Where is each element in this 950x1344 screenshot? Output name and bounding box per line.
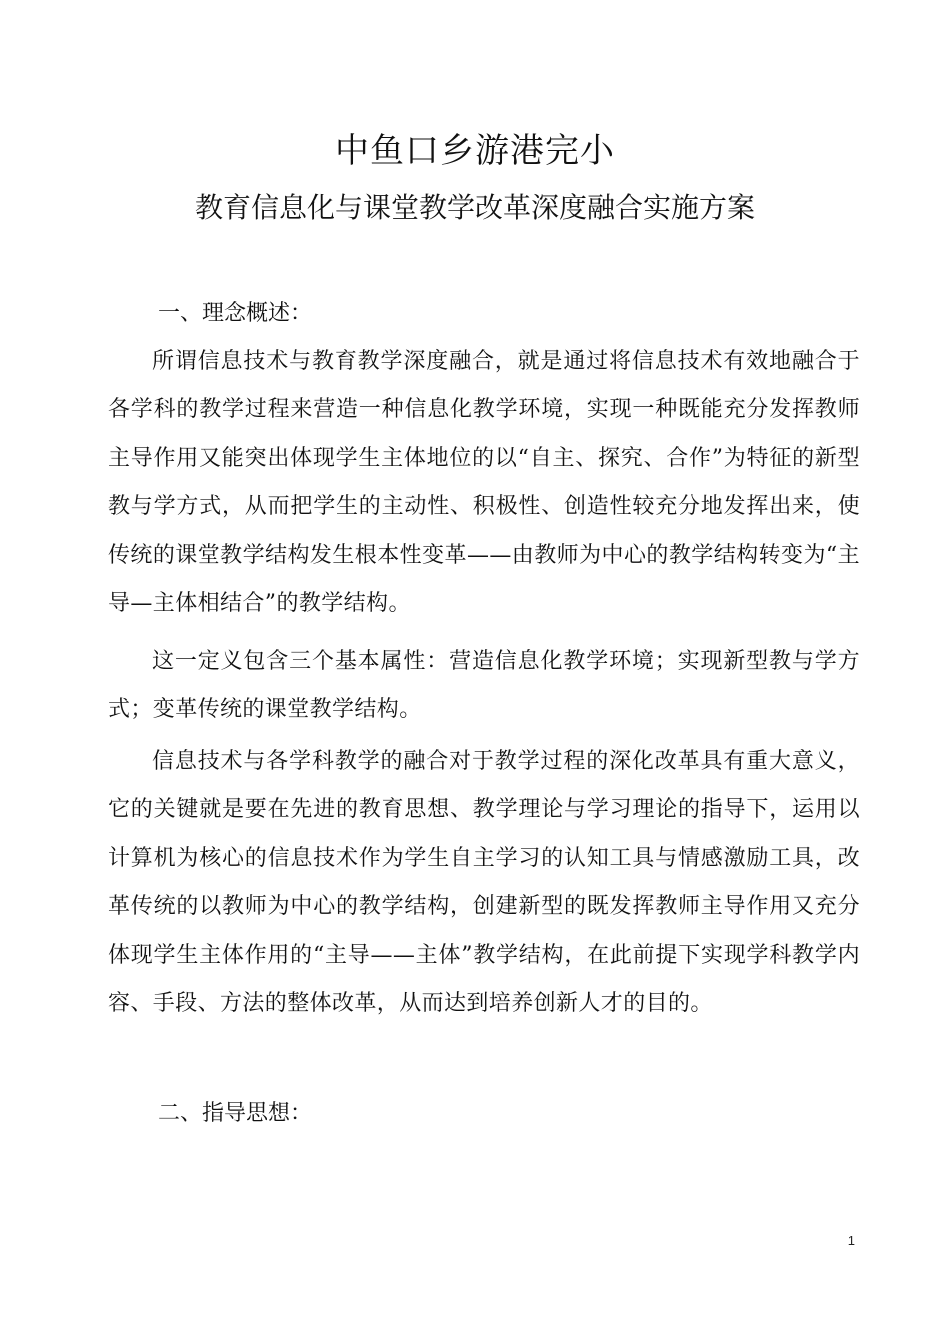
- page-number: 1: [847, 1233, 855, 1248]
- paragraph-attributes: 这一定义包含三个基本属性：营造信息化教学环境；实现新型教与学方式；变革传统的课堂教学结构。: [108, 649, 860, 723]
- document-subtitle: 教育信息化与课堂教学改革深度融合实施方案: [194, 191, 755, 224]
- section-heading-concept-overview: 一、理念概述：: [158, 301, 313, 326]
- document-title: 中鱼口乡游港完小: [335, 131, 615, 171]
- section-heading-guiding-ideology: 二、指导思想：: [158, 1101, 313, 1126]
- paragraph-significance: 信息技术与各学科教学的融合对于教学过程的深化改革具有重大意义，它的关键就是要在先进的教育思想、教学理论与学习理论的指导下，运用以计算机为核心的信息技术作为学生自主学习的认知工具与情感激励工具，改革传统的以教师为中心的教学结构，创建新型的既发挥教师主导作用又充分体现学生主体作用的“主导——主体”教学结构，在此前提下实现学科教学内容、手段、方法的整体改革，从而达到培养创新人才的目的。: [108, 749, 860, 1017]
- paragraph-definition: 所谓信息技术与教育教学深度融合，就是通过将信息技术有效地融合于各学科的教学过程来营造一种信息化教学环境，实现一种既能充分发挥教师主导作用又能突出体现学生主体地位的以“自主、探究、合作”为特征的新型教与学方式，从而把学生的主动性、积极性、创造性较充分地发挥出来，使传统的课堂教学结构发生根本性变革——由教师为中心的教学结构转变为“主导—主体相结合”的教学结构。: [108, 349, 860, 617]
